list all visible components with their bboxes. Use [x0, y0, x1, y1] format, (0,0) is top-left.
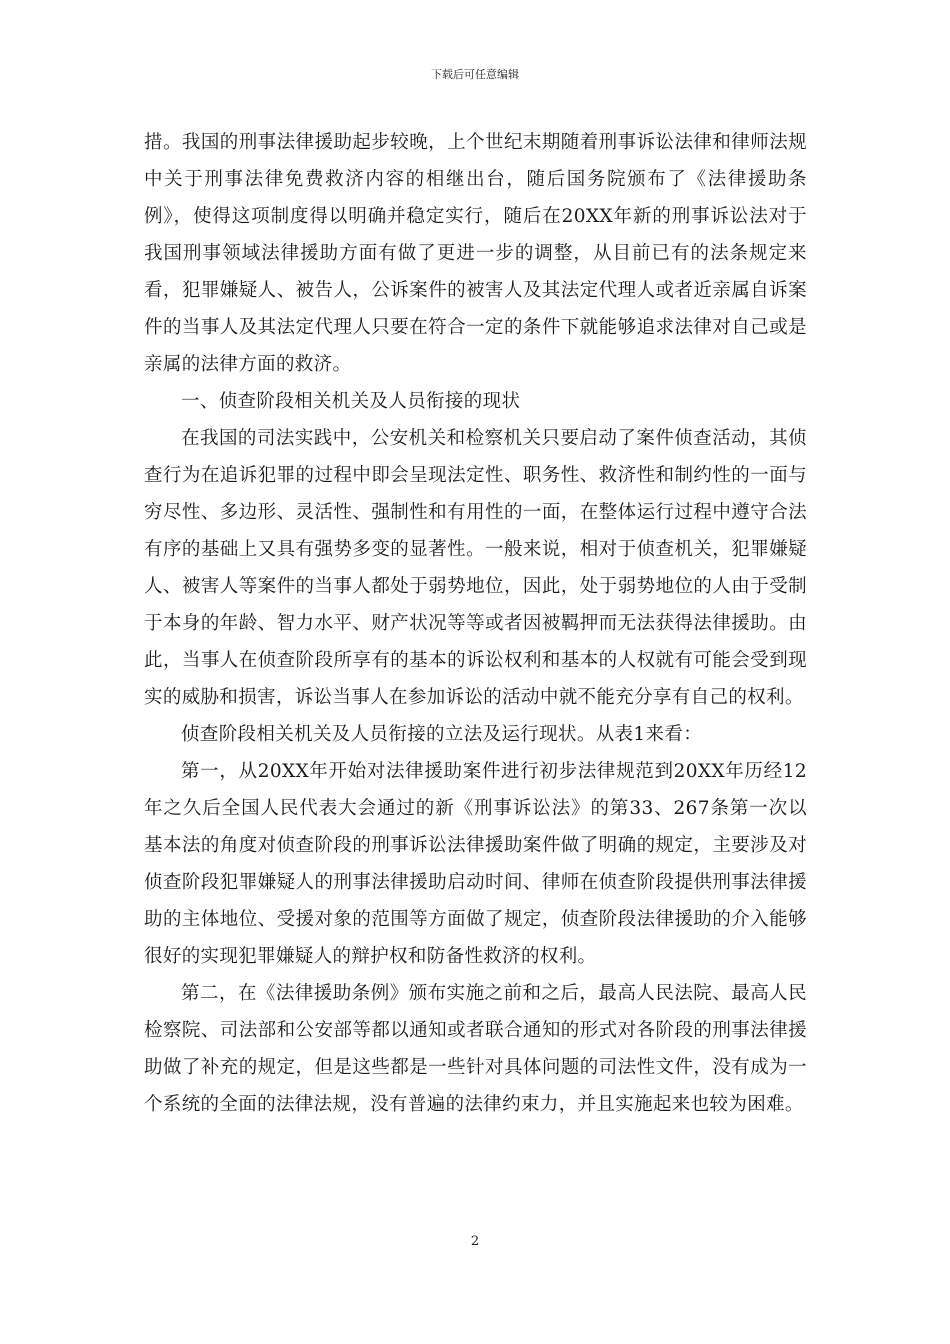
page-number: 2 — [470, 1234, 480, 1249]
document-body — [144, 124, 807, 1123]
paragraph: 第一，从20XX年开始对法律援助案件进行初步法律规范到20XX年历经12年之久后全国人民代表大会通过的新《刑事诉讼法》的第33、267条第一次以基本法的角度对侦查阶段的刑事诉讼法律援助案件做了明确的规定，主要涉及对侦查阶段犯罪嫌疑人的刑事法律援助启动时间、律师在侦查阶段提供刑事法律援助的主体地位、受援对象的范围等方面做了规定，侦查阶段法律援助的介入能够很好的实现犯罪嫌疑人的辩护权和防备性救济的权利。 — [144, 761, 807, 967]
paragraph: 第二，在《法律援助条例》颁布实施之前和之后，最高人民法院、最高人民检察院、司法部和公安部等都以通知或者联合通知的形式对各阶段的刑事法律援助做了补充的规定，但是这些都是一些针对具体问题的司法性文件，没有成为一个系统的全面的法律法规，没有普遍的法律约束力，并且实施起来也较为困难。 — [144, 983, 807, 1115]
paragraph-continuation: 措。我国的刑事法律援助起步较晚，上个世纪末期随着刑事诉讼法律和律师法规中关于刑事法律免费救济内容的相继出台，随后国务院颁布了《法律援助条例》，使得这项制度得以明确并稳定实行，随后在20XX年新的刑事诉讼法对于我国刑事领域法律援助方面有做了更进一步的调整，从目前已有的法条规定来看，犯罪嫌疑人、被告人，公诉案件的被害人及其法定代理人或者近亲属自诉案件的当事人及其法定代理人只要在符合一定的条件下就能够追求法律对自己或是亲属的法律方面的救济。 — [144, 132, 807, 375]
section-heading: 一、侦查阶段相关机关及人员衔接的现状 — [181, 391, 521, 412]
page-header: 下载后可任意编辑 — [431, 68, 519, 81]
paragraph: 在我国的司法实践中，公安机关和检察机关只要启动了案件侦查活动，其侦查行为在追诉犯罪的过程中即会呈现法定性、职务性、救济性和制约性的一面与穷尽性、多边形、灵活性、强制性和有用性的一面，在整体运行过程中遵守合法有序的基础上又具有强势多变的显著性。一般来说，相对于侦查机关，犯罪嫌疑人、被害人等案件的当事人都处于弱势地位，因此，处于弱势地位的人由于受制于本身的年龄、智力水平、财产状况等等或者因被羁押而无法获得法律援助。由此，当事人在侦查阶段所享有的基本的诉讼权利和基本的人权就有可能会受到现实的威胁和损害，诉讼当事人在参加诉讼的活动中就不能充分享有自己的权利。 — [144, 428, 807, 708]
paragraph: 侦查阶段相关机关及人员衔接的立法及运行现状。从表1来看： — [181, 724, 703, 745]
